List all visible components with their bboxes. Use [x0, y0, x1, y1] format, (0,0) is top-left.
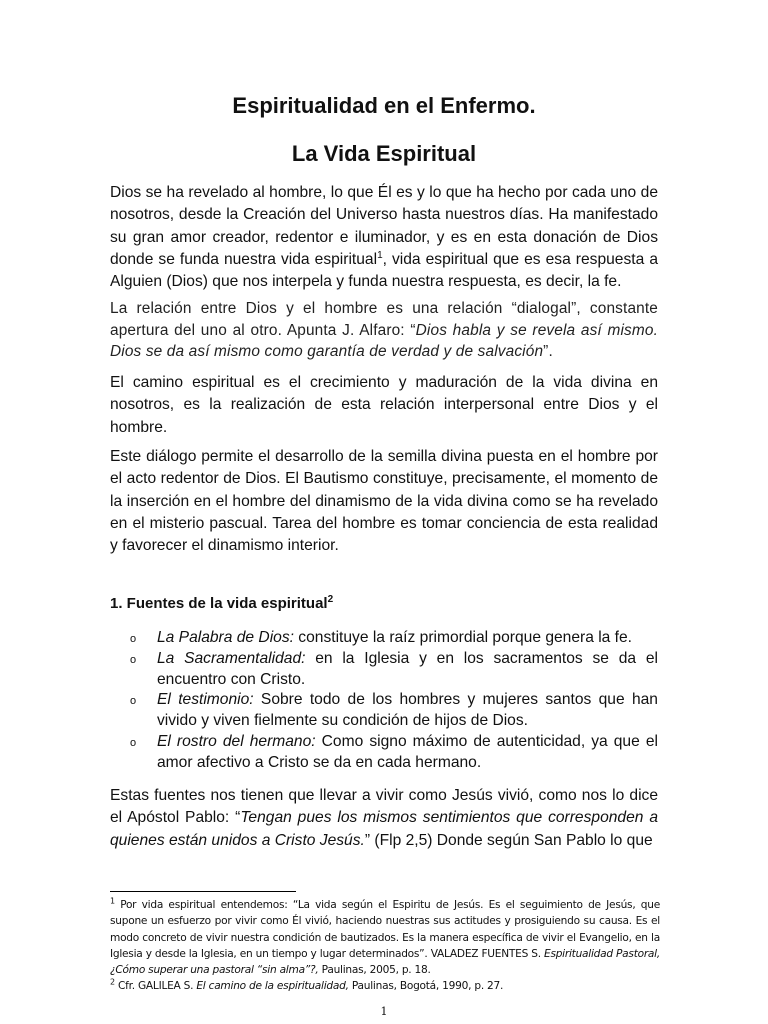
bullet-icon: o [130, 695, 137, 708]
paragraph-2 [110, 298, 658, 363]
footnote-italic: El camino de la espiritualidad, [196, 980, 349, 993]
document-subtitle: La Vida Espiritual [291, 141, 477, 166]
list-item-text: Sobre todo de los hombres y mujeres santos que han vivido y viven fielmente su condición de hijos de Dios. [157, 691, 658, 730]
footnote-2 [110, 978, 660, 994]
list-item [130, 649, 658, 691]
footnote-ref-1: 1 [377, 249, 383, 261]
footnote-italic: Espiritualidad Pastoral,¿Cómo superar una pastoral “sin alma”?, [110, 947, 660, 977]
paragraph-5 [110, 785, 658, 852]
list-item [130, 628, 658, 649]
footnote-text-after: Paulinas, 2005, p. 18. [318, 964, 431, 977]
list-item-term: La Sacramentalidad: [157, 649, 306, 667]
list-item-text: en la Iglesia y en los sacramentos se da el encuentro con Cristo. [157, 649, 658, 688]
alfaro-quote: Dios habla y se revela así mismo. Dios se da así mismo como garantía de verdad y de salvación [110, 321, 658, 360]
footnote-ref-2: 2 [327, 594, 334, 605]
sources-list [130, 628, 658, 774]
list-item-term: La Palabra de Dios: [157, 629, 294, 646]
section-heading-text: 1. Fuentes de la vida espiritual [110, 595, 328, 612]
paragraph-3: El camino espiritual es el crecimiento y maduración de la vida divina en nosotros, es la realización de esta relación interpersonal entre Dios y el hombre. [110, 374, 658, 436]
document-title: Espiritualidad en el Enfermo. [232, 93, 536, 118]
list-item [130, 732, 658, 774]
bullet-icon: o [130, 633, 137, 645]
footnote-1 [110, 897, 660, 978]
footnotes [110, 897, 660, 995]
footnote-number: 2 [110, 977, 115, 987]
section-heading [110, 595, 333, 612]
pablo-quote: Tengan pues los mismos sentimientos que corresponden a quienes están unidos a Cristo Jesús. [110, 809, 658, 849]
page-number: 1 [380, 1005, 388, 1018]
footnote-number: 1 [110, 896, 115, 906]
paragraph-2-text-after: ”. [543, 343, 553, 360]
list-item-term: El testimonio: [157, 691, 254, 709]
bullet-icon: o [130, 736, 137, 749]
paragraph-1 [110, 182, 658, 293]
paragraph-2-text: La relación entre Dios y el hombre es una relación “dialogal”, constante apertura del uno al otro. Apunta J. Alfaro: “ [110, 300, 658, 339]
paragraph-1-text-after: , vida espiritual que es esa respuesta a Alguien (Dios) que nos interpela y funda nuestra respuesta, es decir, la fe. [110, 250, 658, 291]
paragraph-5-text: Estas fuentes nos tienen que llevar a vivir como Jesús vivió, como nos lo dice el Apóstol Pablo: “ [110, 787, 658, 827]
list-item-text: Como signo máximo de autenticidad, ya que el amor afectivo a Cristo se da en cada hermano. [157, 732, 658, 771]
paragraph-1-text: Dios se ha revelado al hombre, lo que Él es y lo que ha hecho por cada uno de nosotros, desde la Creación del Universo hasta nuestros días. Ha manifestado su gran amor creador, redentor e iluminador, y es en esta donación de Dios donde se funda nuestra vida espiritual [110, 184, 658, 268]
list-item-term: El rostro del hermano: [157, 732, 316, 750]
paragraph-5-text-after: ” (Flp 2,5) Donde según San Pablo lo que [364, 831, 653, 849]
footnote-text: Por vida espiritual entendemos: “La vida según el Espiritu de Jesús. Es el seguimiento de Jesús, que supone un esfuerzo por vivir como Él vivió, haciendo nuestras sus actitudes y prosiguiendo su causa. Es el modo concreto de vivir nuestra condición de bautizados. Es la manera específica de vivir el Evangelio, en la Iglesia y desde la Iglesia, en un tiempo y lugar determinados”. VALADEZ FUENTES S. [110, 899, 660, 960]
paragraph-4: Este diálogo permite el desarrollo de la semilla divina puesta en el hombre por el acto redentor de Dios. El Bautismo constituye, precisamente, el momento de la inserción en el hombre del dinamismo de la vida divina como se ha revelado en el misterio pascual. Tarea del hombre es tomar conciencia de esta realidad y favorecer el dinamismo interior. [110, 448, 658, 555]
footnote-text-after: Paulinas, Bogotá, 1990, p. 27. [348, 980, 504, 993]
list-item [130, 690, 658, 732]
footnote-text: Cfr. GALILEA S. [114, 980, 197, 993]
footnote-separator [110, 891, 296, 892]
bullet-icon: o [130, 653, 137, 666]
list-item-text: constituye la raíz primordial porque genera la fe. [293, 629, 633, 646]
